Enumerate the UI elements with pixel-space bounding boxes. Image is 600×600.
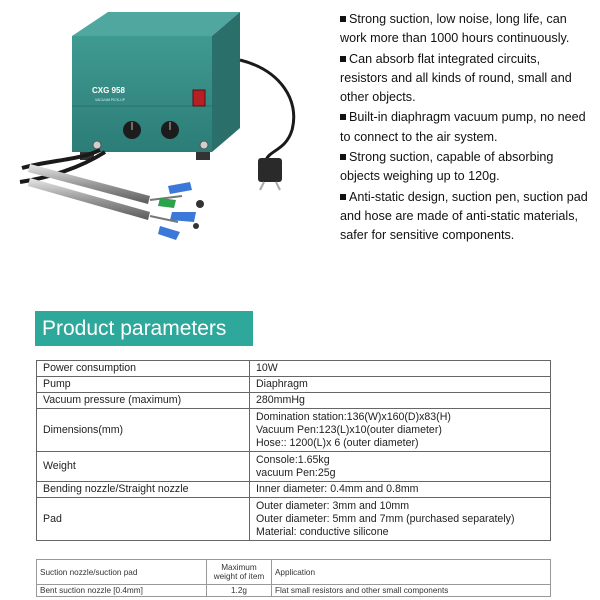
square-bullet-icon	[340, 154, 346, 160]
table-row: Weight Console:1.65kg vacuum Pen:25g	[37, 452, 551, 482]
station-top	[72, 12, 240, 36]
square-bullet-icon	[340, 114, 346, 120]
power-cable	[240, 60, 294, 160]
table-row: Bending nozzle/Straight nozzle Inner diameter: 0.4mm and 0.8mm	[37, 482, 551, 498]
blue-nozzle-tip	[168, 182, 192, 194]
feature-item: Built-in diaphragm vacuum pump, no need to connect to the air system.	[340, 110, 586, 144]
table-row: Dimensions(mm) Domination station:136(W)x160(D)x83(H) Vacuum Pen:123(L)x10(outer diameter) Hose:: 1200(L)x 6 (outer diameter)	[37, 409, 551, 452]
table-row: Pad Outer diameter: 3mm and 10mm Outer diameter: 5mm and 7mm (purchased separately) Material: conductive silicone	[37, 498, 551, 541]
square-bullet-icon	[340, 194, 346, 200]
station-side	[212, 12, 240, 152]
brand-label: CXG 958	[92, 86, 125, 95]
table-row: Power consumption 10W	[37, 361, 551, 377]
feature-item: Strong suction, low noise, long life, can work more than 1000 hours continuously.	[340, 12, 570, 46]
feature-item: Strong suction, capable of absorbing objects weighing up to 120g.	[340, 150, 554, 184]
table-row: Bent suction nozzle [0.4mm] 1.2g Flat small resistors and other small components	[37, 585, 551, 597]
table-row: Vacuum pressure (maximum) 280mmHg	[37, 393, 551, 409]
power-plug	[258, 158, 282, 182]
vacuum-pickup-illustration	[0, 0, 330, 300]
section-banner: Product parameters	[35, 311, 253, 346]
subtitle-label: VACUUM PICK-UP	[95, 98, 126, 102]
suction-nozzle-table	[36, 559, 551, 597]
jack-right	[200, 141, 208, 149]
square-bullet-icon	[340, 56, 346, 62]
table-header-row: Suction nozzle/suction pad Maximum weight of item Application	[37, 560, 551, 585]
table-row: Pump Diaphragm	[37, 377, 551, 393]
feature-item: Anti-static design, suction pen, suction pad and hose are made of anti-static materials, safer for sensitive components.	[340, 189, 588, 243]
product-image	[0, 0, 330, 300]
jack-left	[93, 141, 101, 149]
feature-list	[340, 10, 590, 247]
square-bullet-icon	[340, 16, 346, 22]
product-parameters-table	[36, 360, 551, 541]
power-switch[interactable]	[193, 90, 205, 106]
feature-item: Can absorb flat integrated circuits, resistors and all kinds of round, small and other objects.	[340, 51, 572, 105]
